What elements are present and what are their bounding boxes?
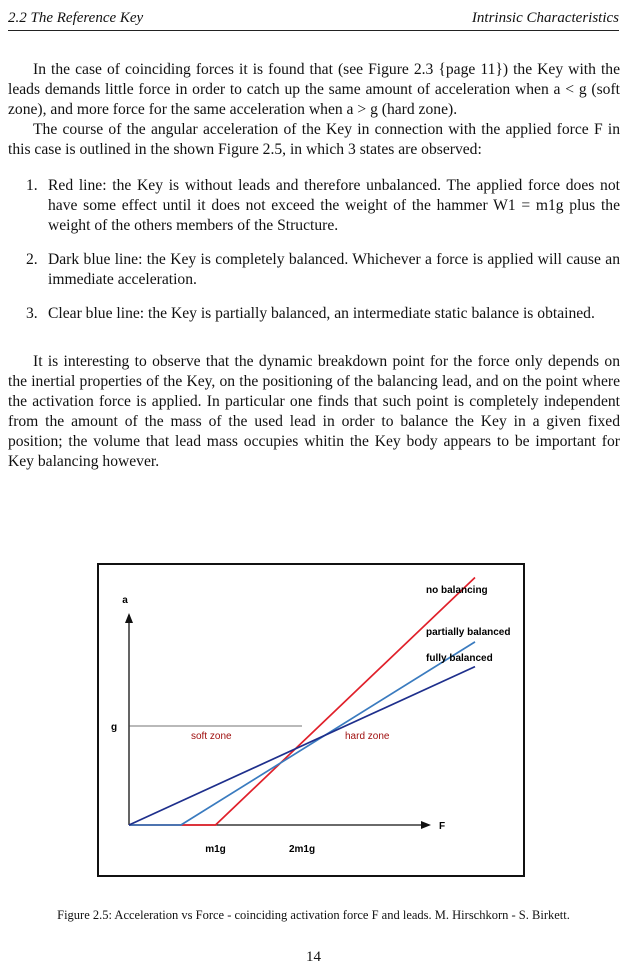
x-tick-label: m1g — [205, 844, 226, 855]
list-item — [8, 304, 620, 324]
y-axis-label: a — [122, 595, 128, 606]
list-text: Dark blue line: the Key is completely balanced. Whichever a force is applied will cause an immediate acceleration. — [48, 251, 620, 288]
paragraph-1: In the case of coinciding forces it is found that (see Figure 2.3 {page 11}) the Key with the leads demands little force in order to catch up the same amount of acceleration when a < g (soft zone), and more force for the same acceleration when a > g (hard zone). — [8, 61, 620, 118]
section-title: 2.2 The Reference Key — [8, 10, 144, 26]
x-axis-label: F — [439, 821, 446, 832]
list-item — [8, 250, 620, 290]
chapter-title: Intrinsic Characteristics — [471, 10, 619, 26]
running-header — [8, 8, 619, 31]
list-number: 1. — [26, 177, 38, 194]
soft-zone-label: soft zone — [191, 731, 232, 742]
list-text: Red line: the Key is without leads and therefore unbalanced. The applied force does not have some effect until it does not exceed the weight of the hammer W1 = m1g plus the weight of the others members of the Structure. — [48, 177, 620, 234]
figure-caption: Figure 2.5: Acceleration vs Force - coinciding activation force F and leads. M. Hirschkorn - S. Birkett. — [57, 908, 570, 922]
x-tick-label: 2m1g — [288, 844, 316, 855]
list-number: 2. — [26, 251, 38, 268]
y-tick-label: g — [111, 722, 118, 733]
partially-balanced-line — [129, 642, 475, 825]
legend-entry: partially balanced — [426, 627, 511, 638]
list-number: 3. — [26, 305, 38, 322]
y-axis-arrow — [125, 613, 133, 623]
hard-zone-label: hard zone — [345, 731, 390, 742]
legend-entry: no balancing — [426, 585, 488, 596]
list-text: Clear blue line: the Key is partially balanced, an intermediate static balance is obtained. — [48, 305, 595, 322]
list-item — [8, 176, 620, 236]
x-axis-arrow — [421, 821, 431, 829]
states-list — [8, 176, 620, 324]
fully-balanced-line — [129, 667, 475, 825]
legend-entry: fully balanced — [426, 653, 493, 664]
no-balancing-line — [129, 578, 475, 826]
page-number: 14 — [306, 949, 321, 965]
chart-svg — [99, 565, 523, 875]
body-text — [8, 60, 620, 472]
figure-acceleration-vs-force — [97, 563, 525, 877]
paragraph-3: It is interesting to observe that the dynamic breakdown point for the force only depends on the inertial properties of the Key, on the positioning of the balancing lead, and on the point where the activation force is applied. In particular one finds that such point is completely independent from the amount of the mass of the used lead in order to balance the Key in a given fixed position; the volume that lead mass occupies whitin the Key body appears to be important for Key balancing however. — [8, 353, 620, 470]
paragraph-2: The course of the angular acceleration of the Key in connection with the applied force F in this case is outlined in the shown Figure 2.5, in which 3 states are observed: — [8, 121, 620, 158]
